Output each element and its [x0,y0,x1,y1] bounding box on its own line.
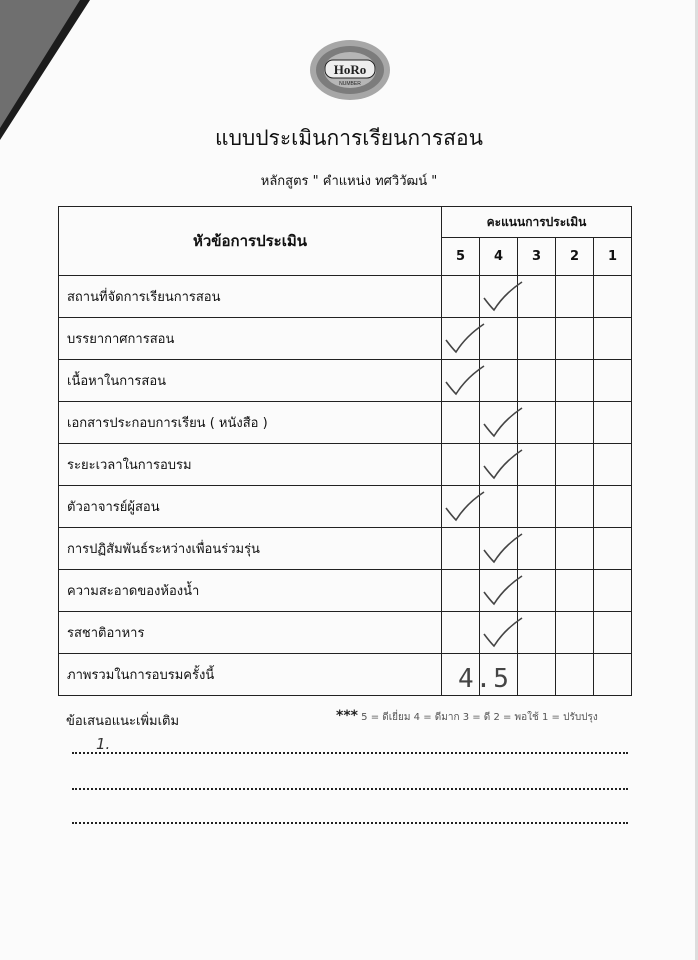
row-label: การปฏิสัมพันธ์ระหว่างเพื่อนร่วมรุ่น [59,528,442,570]
score-column-2: 2 [556,238,594,276]
score-column-5: 5 [442,238,480,276]
score-cell-4[interactable] [480,360,518,402]
row-label: ภาพรวมในการอบรมครั้งนี้ [59,654,442,696]
score-cell-1[interactable] [594,528,632,570]
suggestions-label: ข้อเสนอแนะเพิ่มเติม [66,714,180,729]
score-cell-2[interactable] [556,612,594,654]
page-fold [0,0,80,128]
evaluation-table [58,206,632,696]
score-cell-5[interactable] [442,402,480,444]
score-cell-2[interactable] [556,528,594,570]
svg-text:HoRo: HoRo [333,62,367,77]
suggestion-line-1 [72,752,628,754]
suggestion-line-3 [72,822,628,824]
score-cell-5[interactable] [442,276,480,318]
score-column-1: 1 [594,238,632,276]
score-cell-4[interactable] [480,402,518,444]
score-cell-4[interactable] [480,528,518,570]
row-label: สถานที่จัดการเรียนการสอน [59,276,442,318]
table-row [59,528,632,570]
score-cell-5[interactable] [442,360,480,402]
row-label: ตัวอาจารย์ผู้สอน [59,486,442,528]
score-cell-1[interactable] [594,612,632,654]
legend-stars: *** [336,708,358,724]
row-label: ความสะอาดของห้องน้ำ [59,570,442,612]
score-cell-4[interactable] [480,276,518,318]
score-cell-1[interactable] [594,360,632,402]
score-cell-2[interactable] [556,654,594,696]
course-subtitle: หลักสูตร " คำแหน่ง ทศวิวัฒน์ " [260,174,438,189]
score-cell-4[interactable] [480,444,518,486]
score-cell-3[interactable] [518,612,556,654]
score-cell-4[interactable] [480,570,518,612]
topic-header: หัวข้อการประเมิน [59,207,442,276]
score-cell-3[interactable] [518,276,556,318]
score-cell-3[interactable] [518,360,556,402]
score-cell-4[interactable] [480,486,518,528]
score-cell-2[interactable] [556,402,594,444]
row-label: เอกสารประกอบการเรียน ( หนังสือ ) [59,402,442,444]
overall-score-handwritten: 4.5 [458,664,511,694]
score-cell-2[interactable] [556,360,594,402]
legend-text: 5 = ดีเยี่ยม 4 = ดีมาก 3 = ดี 2 = พอใช้ 1 = ปรับปรุง [361,712,598,723]
score-cell-5[interactable] [442,612,480,654]
svg-text:NUMBER: NUMBER [339,81,361,87]
score-cell-3[interactable] [518,654,556,696]
row-label: เนื้อหาในการสอน [59,360,442,402]
table-row [59,360,632,402]
score-cell-1[interactable] [594,402,632,444]
score-cell-1[interactable] [594,276,632,318]
score-cell-1[interactable] [594,318,632,360]
handwritten-note: 1. [96,735,111,753]
score-cell-5[interactable] [442,486,480,528]
row-label: บรรยากาศการสอน [59,318,442,360]
form-title: แบบประเมินการเรียนการสอน [215,126,483,150]
table-row [59,654,632,696]
score-cell-2[interactable] [556,570,594,612]
score-cell-3[interactable] [518,444,556,486]
score-column-3: 3 [518,238,556,276]
table-row [59,276,632,318]
score-cell-5[interactable] [442,318,480,360]
score-cell-1[interactable] [594,444,632,486]
table-row [59,612,632,654]
table-row [59,486,632,528]
score-cell-5[interactable] [442,444,480,486]
row-label: ระยะเวลาในการอบรม [59,444,442,486]
score-cell-3[interactable] [518,486,556,528]
score-legend [336,708,598,725]
score-cell-1[interactable] [594,570,632,612]
table-row [59,402,632,444]
row-label: รสชาติอาหาร [59,612,442,654]
table-row [59,570,632,612]
score-cell-5[interactable] [442,528,480,570]
score-cell-2[interactable] [556,486,594,528]
table-row [59,444,632,486]
score-cell-2[interactable] [556,318,594,360]
score-cell-4[interactable] [480,318,518,360]
score-cell-4[interactable] [480,612,518,654]
suggestion-line-2 [72,788,628,790]
score-cell-3[interactable] [518,318,556,360]
score-cell-1[interactable] [594,654,632,696]
score-cell-3[interactable] [518,570,556,612]
score-header: คะแนนการประเมิน [442,207,632,238]
score-column-4: 4 [480,238,518,276]
score-cell-2[interactable] [556,444,594,486]
score-cell-3[interactable] [518,528,556,570]
score-cell-5[interactable] [442,570,480,612]
score-cell-1[interactable] [594,486,632,528]
score-cell-2[interactable] [556,276,594,318]
table-row [59,318,632,360]
score-cell-3[interactable] [518,402,556,444]
horo-logo [305,30,395,110]
